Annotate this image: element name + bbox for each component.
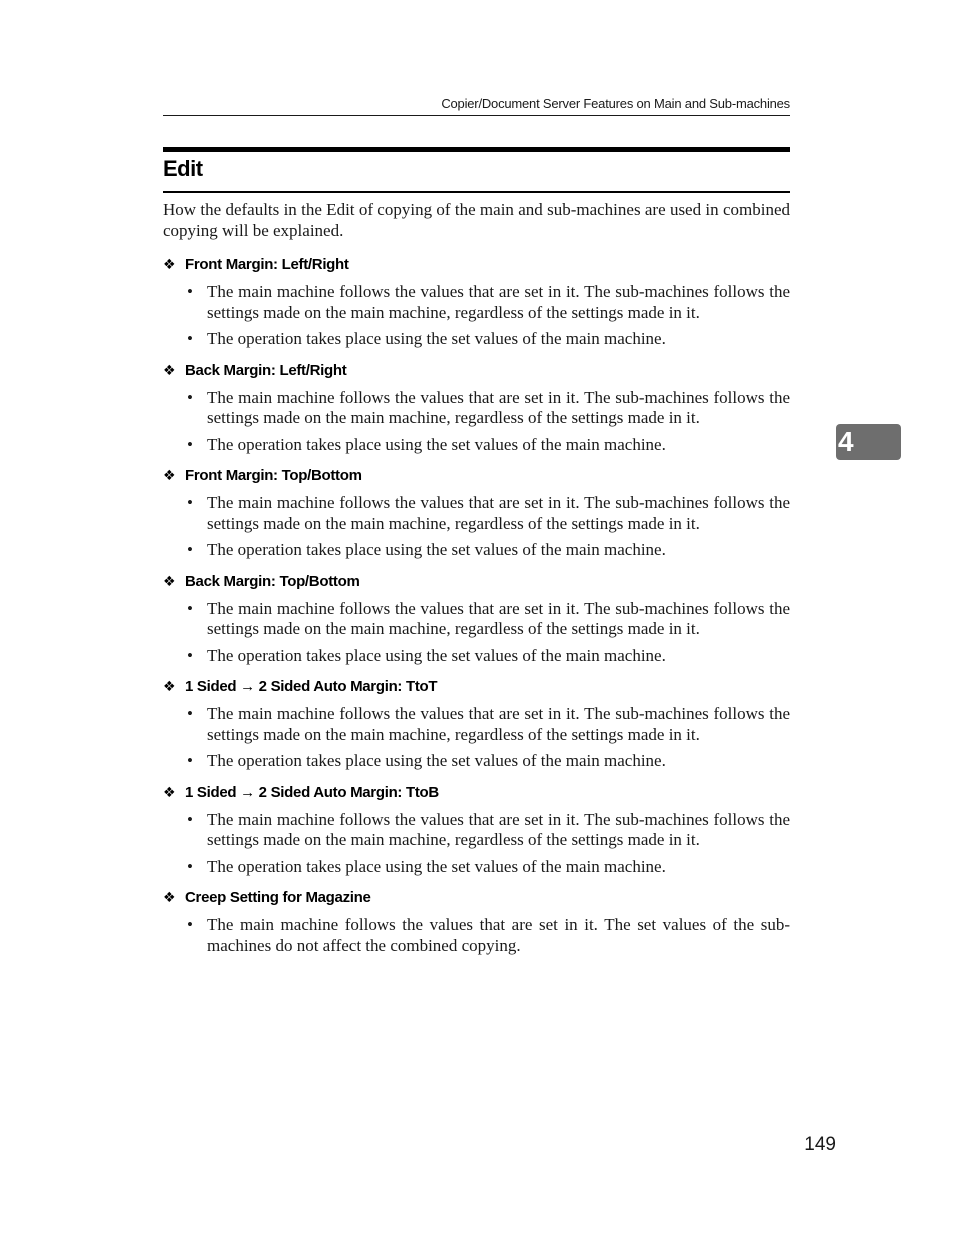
chapter-number: 4 xyxy=(838,426,854,457)
page-number: 149 xyxy=(804,1134,836,1155)
list-item xyxy=(163,915,790,956)
diamond-ornament-icon: ❖ xyxy=(163,468,176,484)
list-item xyxy=(163,329,790,350)
chapter-tab xyxy=(836,424,901,460)
diamond-ornament-icon: ❖ xyxy=(163,679,176,695)
subsection xyxy=(163,888,790,956)
list-item xyxy=(163,646,790,667)
bullet-dot-icon: • xyxy=(187,598,193,618)
subsection-heading-text: Front Margin: Top/Bottom xyxy=(185,467,362,484)
list-item-text: The main machine follows the values that are set in it. The sub-machines follows the settings made on the main machine, regardless of the settings made in it. xyxy=(207,387,790,427)
list-item-text: The operation takes place using the set values of the main machine. xyxy=(207,329,666,348)
bullet-list xyxy=(163,493,790,561)
subsection xyxy=(163,783,790,878)
bullet-list xyxy=(163,915,790,956)
section-title: Edit xyxy=(163,156,203,181)
bullet-list xyxy=(163,599,790,667)
subsection-heading xyxy=(163,361,790,381)
list-item-text: The main machine follows the values that are set in it. The set values of the sub-machines do not affect the combined copying. xyxy=(207,915,790,955)
subsection xyxy=(163,255,790,350)
diamond-ornament-icon: ❖ xyxy=(163,362,176,379)
running-header: Copier/Document Server Features on Main and Sub-machines xyxy=(441,96,790,111)
bullet-dot-icon: • xyxy=(187,704,193,723)
subsection-heading-text: 1 Sided → 2 Sided Auto Margin: TtoB xyxy=(185,783,439,801)
list-item xyxy=(163,810,790,851)
list-item-text: The operation takes place using the set values of the main machine. xyxy=(207,540,666,559)
subsection-heading-text: Creep Setting for Magazine xyxy=(185,889,371,906)
subsection-heading xyxy=(163,572,790,592)
subsection-heading xyxy=(163,677,790,697)
list-item xyxy=(163,282,790,323)
page-content xyxy=(163,200,790,967)
subsection-list xyxy=(163,255,790,956)
subsection xyxy=(163,466,790,561)
list-item xyxy=(163,388,790,429)
bullet-dot-icon: • xyxy=(187,434,193,454)
bullet-dot-icon: • xyxy=(187,751,193,770)
bullet-list xyxy=(163,282,790,350)
list-item xyxy=(163,435,790,456)
list-item xyxy=(163,751,790,772)
subsection-heading xyxy=(163,255,790,275)
list-item-text: The operation takes place using the set values of the main machine. xyxy=(207,856,666,876)
subsection-heading-text: Front Margin: Left/Right xyxy=(185,256,349,273)
bullet-dot-icon: • xyxy=(187,915,193,934)
bullet-dot-icon: • xyxy=(187,329,193,348)
diamond-ornament-icon: ❖ xyxy=(163,890,176,906)
diamond-ornament-icon: ❖ xyxy=(163,573,176,590)
section-rule-bottom xyxy=(163,191,790,193)
bullet-dot-icon: • xyxy=(187,645,193,665)
list-item-text: The main machine follows the values that are set in it. The sub-machines follows the settings made on the main machine, regardless of the settings made in it. xyxy=(207,598,790,638)
subsection-heading-text: 1 Sided → 2 Sided Auto Margin: TtoT xyxy=(185,678,438,695)
list-item xyxy=(163,540,790,561)
section-rule-top xyxy=(163,147,790,152)
header-rule xyxy=(163,115,790,116)
list-item-text: The main machine follows the values that are set in it. The sub-machines follows the settings made on the main machine, regardless of the settings made in it. xyxy=(207,704,790,744)
list-item xyxy=(163,599,790,640)
bullet-list xyxy=(163,388,790,456)
list-item-text: The operation takes place using the set values of the main machine. xyxy=(207,751,666,770)
subsection-heading xyxy=(163,466,790,486)
intro-paragraph: How the defaults in the Edit of copying of the main and sub-machines are used in combined copying will be explained. xyxy=(163,200,790,240)
list-item-text: The main machine follows the values that are set in it. The sub-machines follows the settings made on the main machine, regardless of the settings made in it. xyxy=(207,809,790,849)
bullet-dot-icon: • xyxy=(187,493,193,512)
bullet-dot-icon: • xyxy=(187,809,193,829)
list-item xyxy=(163,857,790,878)
bullet-list xyxy=(163,810,790,878)
bullet-dot-icon: • xyxy=(187,540,193,559)
subsection-heading-text: Back Margin: Left/Right xyxy=(185,361,347,379)
subsection-heading xyxy=(163,783,790,803)
subsection-heading xyxy=(163,888,790,908)
bullet-dot-icon: • xyxy=(187,387,193,407)
diamond-ornament-icon: ❖ xyxy=(163,784,176,801)
bullet-dot-icon: • xyxy=(187,856,193,876)
list-item-text: The operation takes place using the set values of the main machine. xyxy=(207,645,666,665)
subsection xyxy=(163,361,790,456)
bullet-list xyxy=(163,704,790,772)
subsection xyxy=(163,572,790,667)
list-item-text: The main machine follows the values that are set in it. The sub-machines follows the settings made on the main machine, regardless of the settings made in it. xyxy=(207,493,790,533)
subsection-heading-text: Back Margin: Top/Bottom xyxy=(185,572,360,590)
bullet-dot-icon: • xyxy=(187,282,193,301)
list-item-text: The operation takes place using the set values of the main machine. xyxy=(207,434,666,454)
list-item-text: The main machine follows the values that are set in it. The sub-machines follows the settings made on the main machine, regardless of the settings made in it. xyxy=(207,282,790,322)
diamond-ornament-icon: ❖ xyxy=(163,257,176,273)
list-item xyxy=(163,704,790,745)
subsection xyxy=(163,677,790,772)
list-item xyxy=(163,493,790,534)
